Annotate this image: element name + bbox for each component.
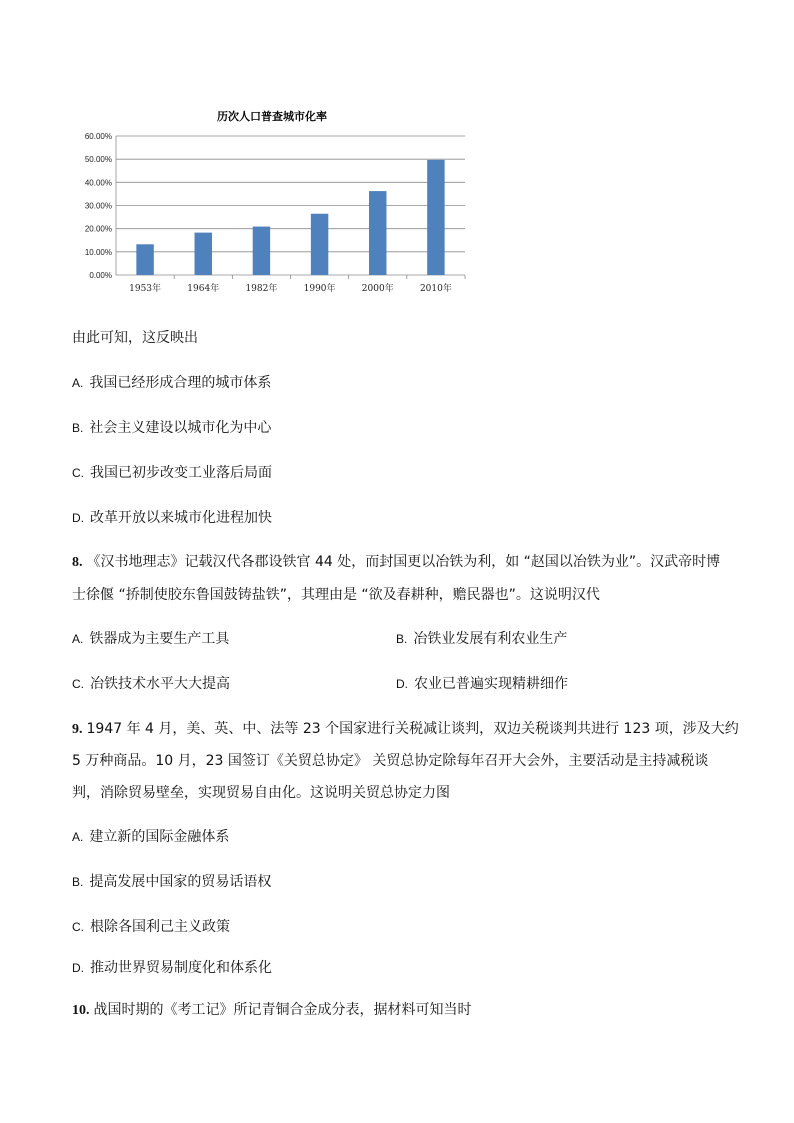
option-text: 建立新的国际金融体系 — [89, 829, 230, 845]
option-label: C. — [72, 466, 84, 480]
question-number: 8. — [72, 555, 83, 570]
q8-stem-line1 — [72, 552, 720, 573]
chart-title: 历次人口普查城市化率 — [217, 110, 327, 123]
q8-option-c[interactable] — [72, 674, 230, 694]
option-label: A. — [72, 376, 84, 390]
bar — [311, 214, 328, 275]
q9-stem-line2: 5 万种商品。10 月，23 国签订《关贸总协定》 关贸总协定除每年召开大会外，主要活动是主持减税谈 — [72, 753, 709, 769]
q9-option-d[interactable] — [72, 958, 272, 978]
option-text: 推动世界贸易制度化和体系化 — [90, 960, 272, 976]
q9-option-a[interactable] — [72, 827, 229, 847]
y-tick-label: 30.00% — [84, 201, 112, 211]
y-tick-label: 10.00% — [84, 247, 112, 257]
x-tick-label: 1953年 — [129, 284, 162, 294]
x-tick-label: 1964年 — [187, 284, 220, 294]
q8-option-a[interactable] — [72, 629, 229, 649]
q7-option-c[interactable] — [72, 463, 272, 483]
q9-stem-line3: 判，消除贸易壁垒，实现贸易自由化。这说明关贸总协定力图 — [72, 785, 450, 801]
bar-chart-svg — [60, 100, 480, 310]
bar — [136, 244, 153, 275]
q10-stem — [72, 1000, 472, 1021]
option-text: 冶铁业发展有利农业生产 — [413, 631, 568, 647]
option-label: C. — [72, 677, 84, 691]
x-tick-label: 1982年 — [245, 284, 278, 294]
option-text: 农业已普遍实现精耕细作 — [414, 676, 568, 692]
x-tick-label: 1990年 — [303, 284, 336, 294]
q7-option-d[interactable] — [72, 508, 272, 528]
bar — [253, 227, 270, 275]
option-text: 提高发展中国家的贸易话语权 — [89, 874, 272, 890]
option-label: D. — [72, 961, 84, 975]
question-number: 9. — [72, 722, 83, 737]
q7-stem: 由此可知，这反映出 — [72, 330, 198, 346]
option-label: B. — [396, 632, 408, 646]
q8-option-b[interactable] — [396, 629, 567, 649]
urbanization-chart — [60, 100, 480, 310]
option-text: 根除各国利己主义政策 — [90, 919, 230, 935]
option-label: A. — [72, 632, 84, 646]
option-label: B. — [72, 421, 84, 435]
question-number: 10. — [72, 1003, 90, 1018]
option-label: D. — [72, 511, 84, 525]
y-tick-label: 50.00% — [84, 155, 112, 165]
x-tick-label: 2000年 — [361, 284, 394, 294]
option-label: D. — [396, 677, 408, 691]
bar — [195, 233, 212, 275]
q7-option-b[interactable] — [72, 418, 271, 438]
q8-option-d[interactable] — [396, 674, 568, 694]
q8-text-1: 《汉书地理志》记载汉代各郡设铁官 44 处，而封国更以冶铁为利，如 “赵国以冶铁为业”。汉武帝时博 — [86, 554, 721, 570]
option-label: B. — [72, 875, 84, 889]
option-text: 改革开放以来城市化进程加快 — [90, 510, 272, 526]
q9-stem-line1 — [72, 719, 739, 740]
option-label: A. — [72, 830, 84, 844]
bar — [427, 160, 444, 275]
option-text: 铁器成为主要生产工具 — [89, 631, 230, 647]
q7-option-a[interactable] — [72, 373, 271, 393]
option-text: 我国已经形成合理的城市体系 — [89, 375, 272, 391]
bar — [369, 191, 386, 275]
q9-text-1: 1947 年 4 月，美、英、中、法等 23 个国家进行关税减让谈判，双边关税谈判共进行 123 项，涉及大约 — [86, 721, 739, 737]
y-tick-label: 20.00% — [84, 224, 112, 234]
q9-option-b[interactable] — [72, 872, 271, 892]
q9-option-c[interactable] — [72, 917, 230, 937]
y-tick-label: 60.00% — [84, 132, 112, 141]
option-label: C. — [72, 920, 84, 934]
option-text: 我国已初步改变工业落后局面 — [90, 465, 272, 481]
x-tick-label: 2010年 — [419, 284, 452, 294]
q8-stem-line2: 士徐偃 “挢制使胶东鲁国鼓铸盐铁”，其理由是 “欲及春耕种，赡民器也”。这说明汉代 — [72, 587, 600, 603]
option-text: 冶铁技术水平大大提高 — [90, 676, 230, 692]
y-tick-label: 40.00% — [84, 178, 112, 188]
q10-text: 战国时期的《考工记》所记青铜合金成分表，据材料可知当时 — [93, 1002, 472, 1018]
y-tick-label: 0.00% — [89, 271, 112, 280]
option-text: 社会主义建设以城市化为中心 — [89, 420, 272, 436]
